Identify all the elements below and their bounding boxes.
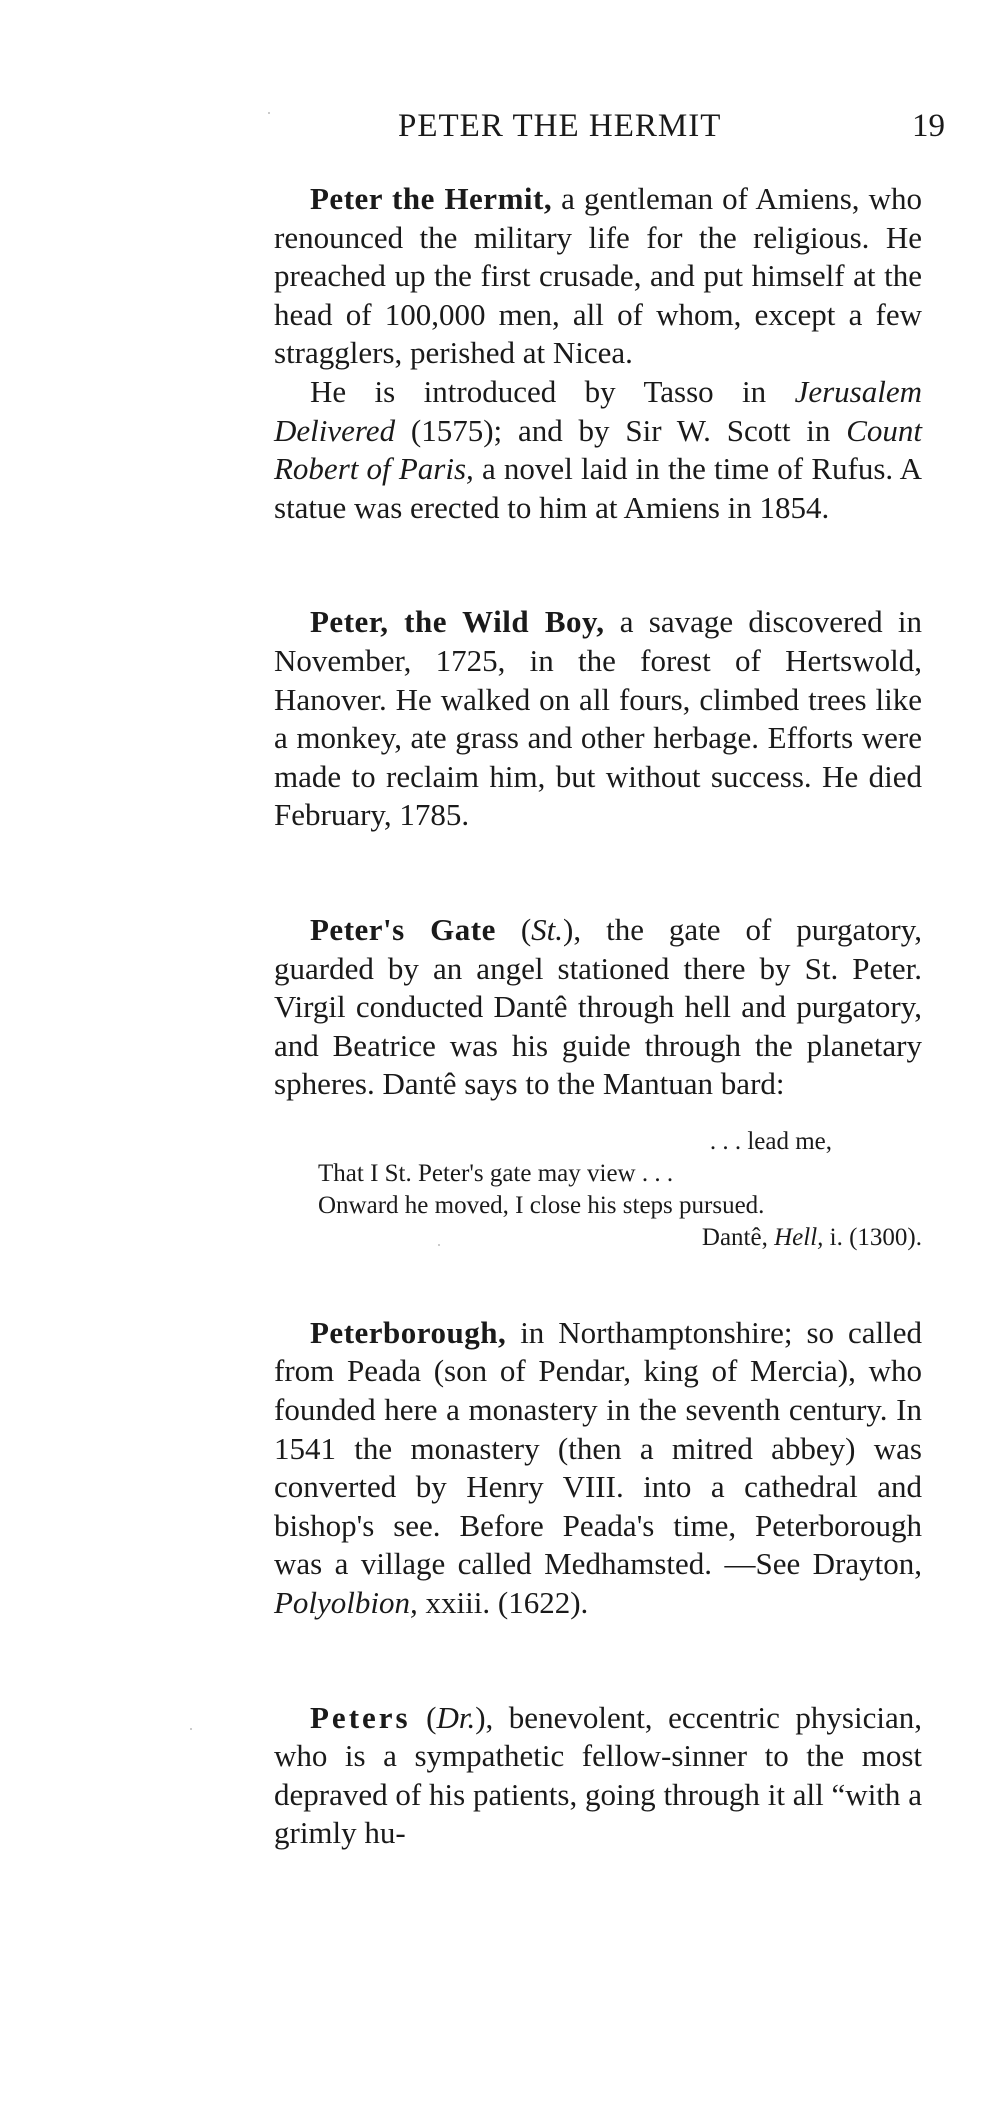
qualifier: St. bbox=[531, 911, 564, 947]
entry-text: a savage discovered in November, 1725, in the forest of Hertswold, Hanover. He walked on all fours, climbed trees like a monkey, ate grass and other herbage. Efforts were made to reclaim him, but without success. He died February, 1785. bbox=[274, 604, 922, 833]
entry-paragraph bbox=[274, 180, 922, 373]
entry-text: ( bbox=[495, 911, 532, 947]
headword: Peters bbox=[310, 1699, 411, 1735]
entry-text: in Northamptonshire; so called from Peada (son of Pendar, king of Mercia), who founded here a monastery in the seventh century. In 1541 the monastery (then a mitred abbey) was converted by Henry VIII. into a cathedral and bishop's see. Before Peada's time, Peterborough was a village called Medhamsted. —See Drayton, bbox=[274, 1314, 922, 1582]
citation-work: Hell, bbox=[774, 1223, 824, 1251]
entry-peter-wild-boy bbox=[274, 603, 922, 835]
headword: Peter's Gate bbox=[310, 911, 496, 947]
headword: Peterborough, bbox=[310, 1314, 507, 1350]
entry-peterborough bbox=[274, 1314, 922, 1623]
verse-line: That I St. Peter's gate may view . . . bbox=[318, 1159, 674, 1187]
entry-paragraph bbox=[274, 1699, 922, 1853]
entry-peters-gate bbox=[274, 911, 922, 1254]
entry-text: ), bbox=[563, 911, 582, 947]
entry-text: benevolent, eccentric physician, who is a sympathetic fellow-sinner to the most depraved of his patients, going through it all “with a grimly hu- bbox=[274, 1699, 922, 1851]
citation-ref: i. (1300). bbox=[823, 1223, 922, 1251]
entry-peter-the-hermit bbox=[274, 180, 922, 527]
scan-speck bbox=[268, 112, 270, 114]
headword: Peter, the Wild Boy, bbox=[310, 604, 605, 640]
verse-line: Onward he moved, I close his steps pursued. bbox=[318, 1191, 765, 1219]
entry-text: (1575); and by Sir W. Scott in bbox=[395, 412, 847, 448]
running-head: PETER THE HERMIT bbox=[398, 108, 722, 144]
entry-peters-dr bbox=[274, 1699, 922, 1853]
scan-speck bbox=[438, 1244, 440, 1246]
entry-paragraph bbox=[274, 373, 922, 527]
entry-text: a gentleman of Amiens, who renounced the military life for the religious. He preached up the first crusade, and put himself at the head of 100,000 men, all of whom, except a few stragglers, perished at Nicea. bbox=[274, 181, 923, 371]
entry-text: xxiii. (1622). bbox=[417, 1585, 589, 1621]
citation-author: Dantê, bbox=[701, 1223, 775, 1251]
verse-quotation bbox=[318, 1126, 922, 1254]
work-title: Polyolbion, bbox=[274, 1585, 418, 1621]
dictionary-column bbox=[274, 180, 922, 1853]
entry-text: ( bbox=[410, 1699, 437, 1735]
quotation-citation bbox=[318, 1222, 922, 1254]
headword: Peter the Hermit, bbox=[310, 181, 553, 216]
entry-paragraph bbox=[274, 603, 922, 835]
work-title: Count Robert of Paris, bbox=[274, 412, 922, 487]
entry-text: ), bbox=[475, 1699, 494, 1735]
qualifier: Dr. bbox=[436, 1699, 476, 1735]
entry-paragraph bbox=[274, 911, 922, 1104]
entry-text: He is introduced by Tasso in bbox=[310, 373, 795, 409]
page-header bbox=[0, 108, 1000, 152]
entry-text: the gate of purgatory, guarded by an angel stationed there by St. Peter. Virgil conducted Dantê through hell and purgatory, and Beatrice was his guide through the planetary spheres. Dantê says to the Mantuan bard: bbox=[274, 911, 922, 1102]
page-number: 19 bbox=[912, 108, 945, 144]
entry-paragraph bbox=[274, 1314, 922, 1623]
verse-line: . . . lead me, bbox=[709, 1127, 832, 1155]
scan-speck bbox=[190, 1728, 192, 1730]
work-title: Jerusalem Delivered bbox=[274, 373, 922, 448]
entry-text: a novel laid in the time of Rufus. A statue was erected to him at Amiens in 1854. bbox=[274, 451, 922, 525]
